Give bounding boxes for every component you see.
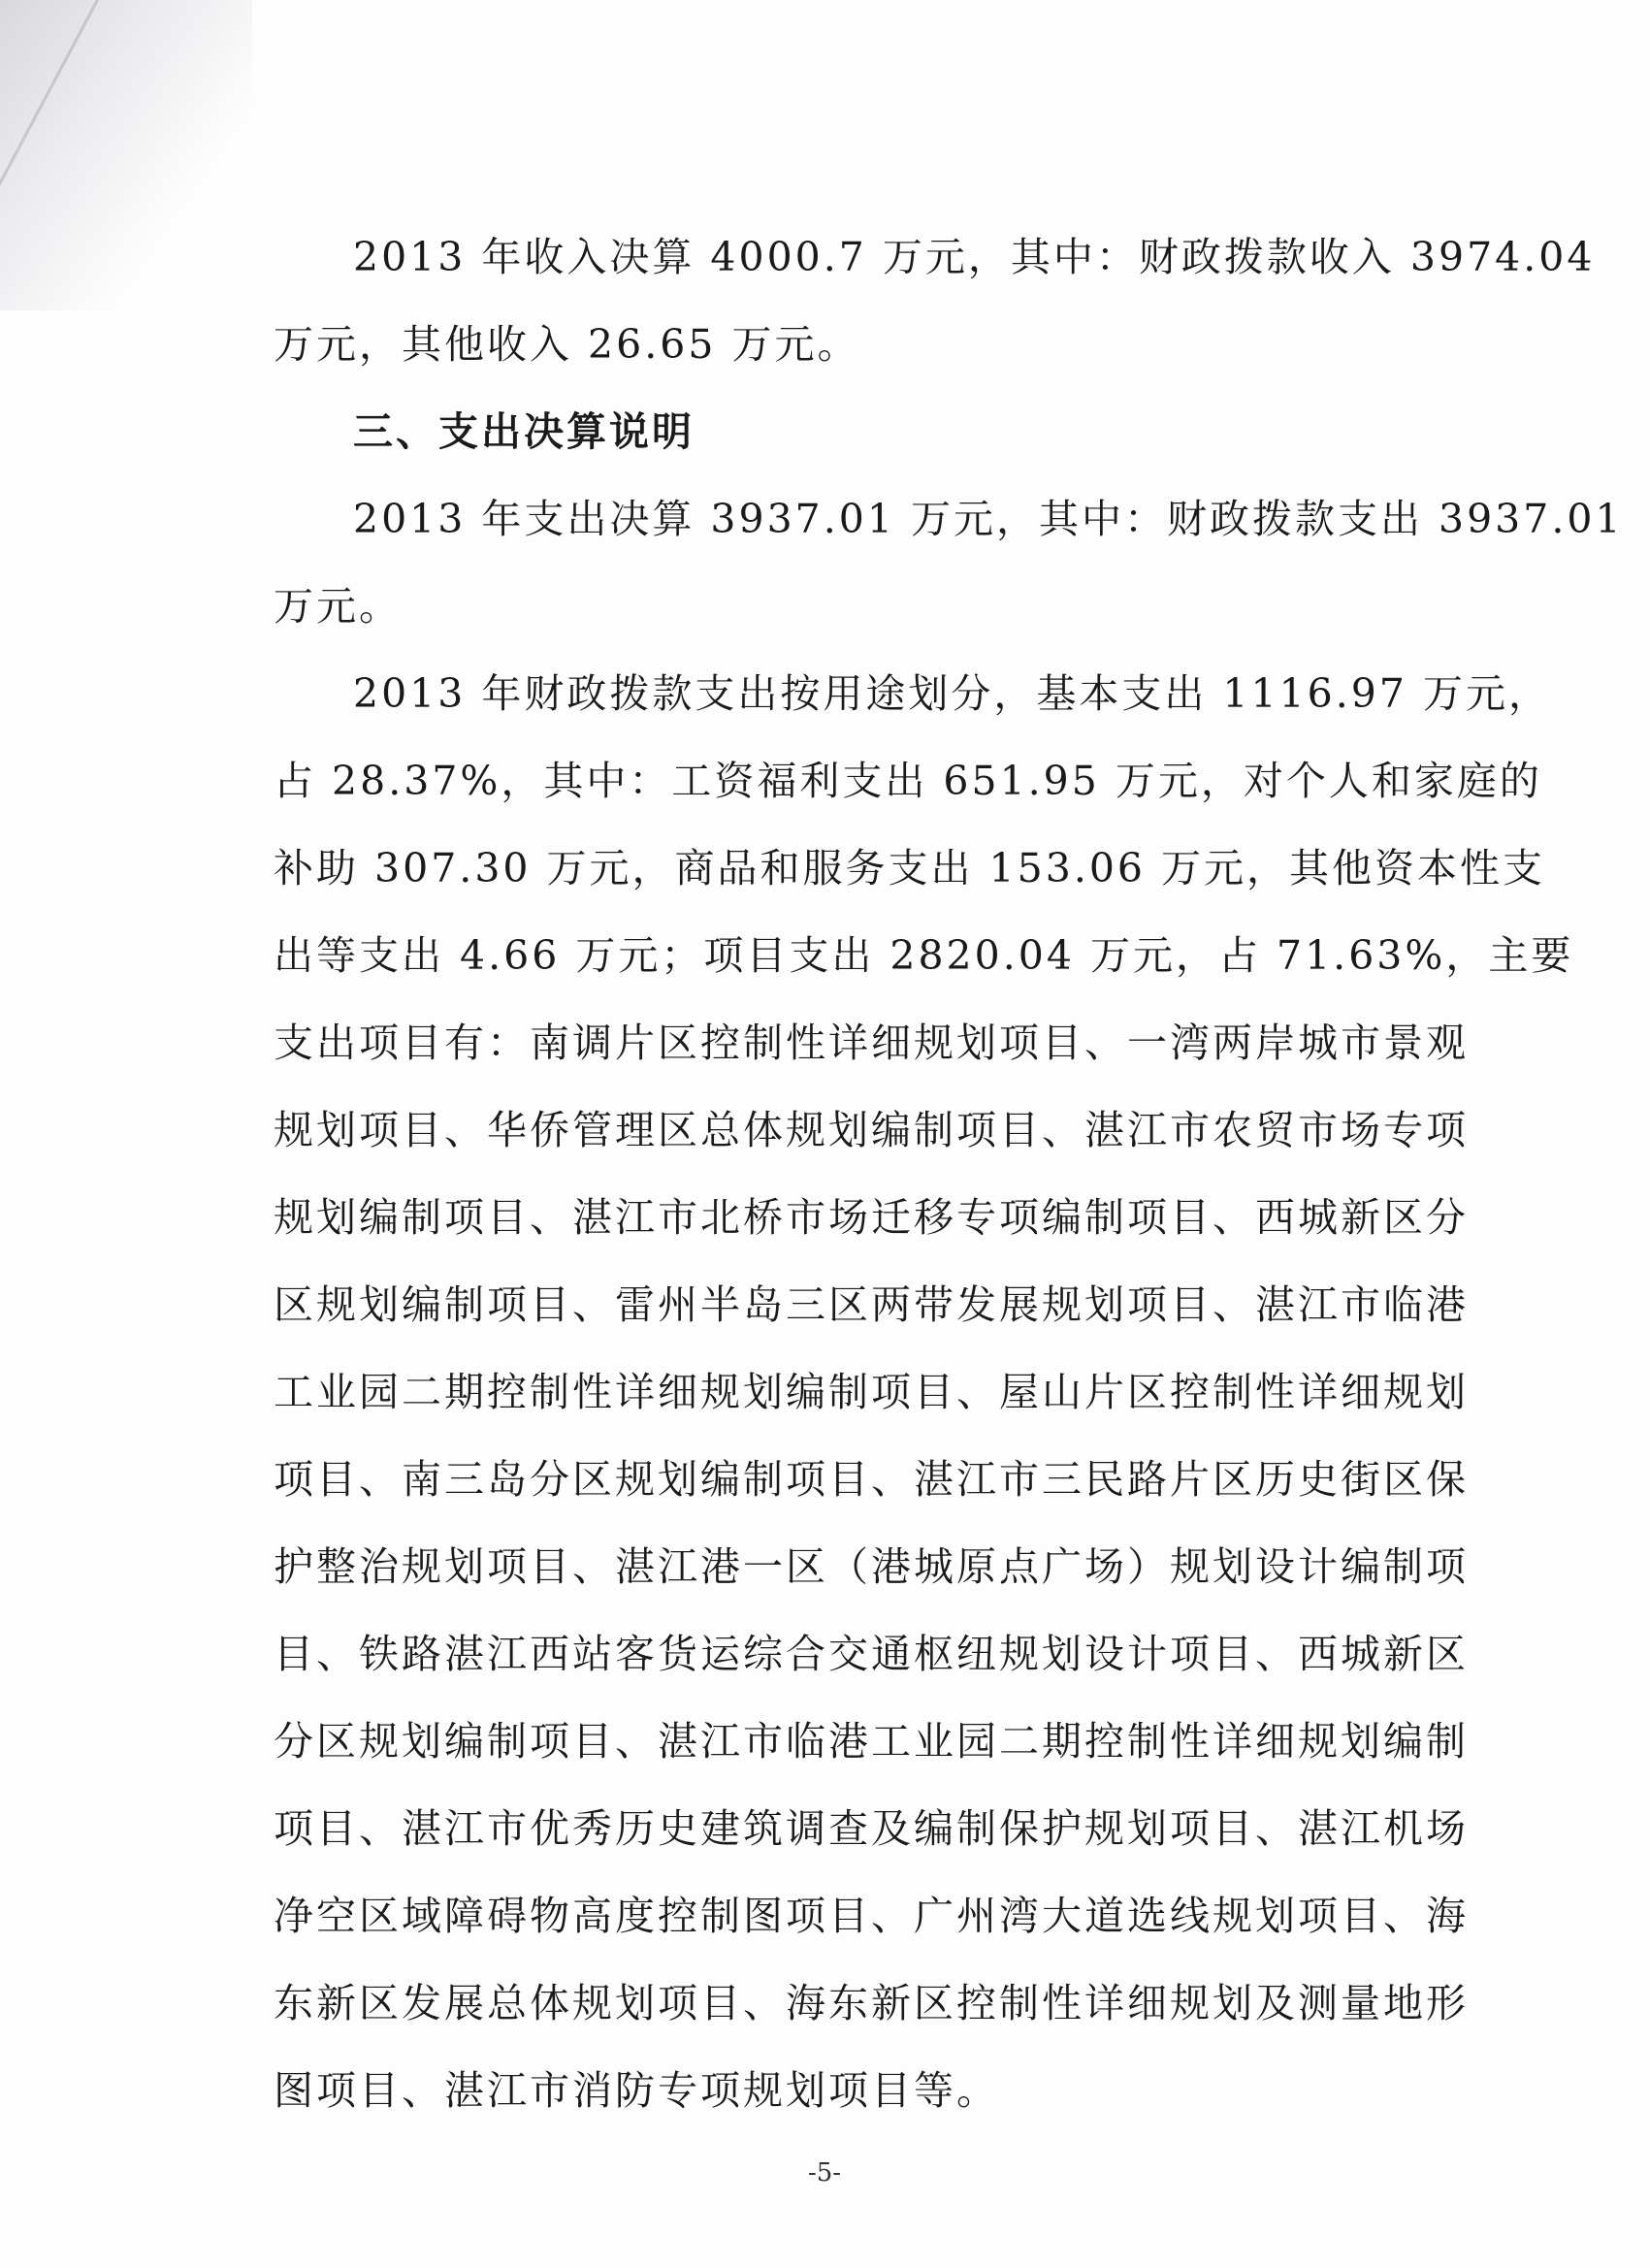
paragraph-line: 规划编制项目、湛江市北桥市场迁移专项编制项目、西城新区分 <box>274 1194 1469 1241</box>
paragraph-line: 东新区发展总体规划项目、海东新区控制性详细规划及测量地形 <box>274 1980 1469 2026</box>
paper-fold-shadow <box>0 0 252 310</box>
paragraph-line: 工业园二期控制性详细规划编制项目、屋山片区控制性详细规划 <box>274 1369 1469 1415</box>
paragraph-line: 出等支出 4.66 万元；项目支出 2820.04 万元，占 71.63%，主要 <box>274 932 1574 979</box>
paragraph-line: 2013 年财政拨款支出按用途划分，基本支出 1116.97 万元， <box>353 670 1551 717</box>
paragraph-line: 2013 年收入决算 4000.7 万元，其中：财政拨款收入 3974.04 <box>353 234 1596 280</box>
paper-fold-line <box>0 0 119 271</box>
section-heading: 三、支出决算说明 <box>353 408 695 455</box>
page-number: -5- <box>807 2158 842 2187</box>
paragraph-line: 万元，其他收入 26.65 万元。 <box>274 321 860 368</box>
body-text <box>274 213 1624 2134</box>
paragraph-line: 区规划编制项目、雷州半岛三区两带发展规划项目、湛江市临港 <box>274 1281 1469 1328</box>
paragraph-line: 补助 307.30 万元，商品和服务支出 153.06 万元，其他资本性支 <box>274 845 1546 891</box>
paragraph-line: 护整治规划项目、湛江港一区（港城原点广场）规划设计编制项 <box>274 1543 1469 1590</box>
paragraph-line: 项目、湛江市优秀历史建筑调查及编制保护规划项目、湛江机场 <box>274 1805 1469 1852</box>
paragraph-line: 项目、南三岛分区规划编制项目、湛江市三民路片区历史街区保 <box>274 1456 1469 1503</box>
paragraph-line: 规划项目、华侨管理区总体规划编制项目、湛江市农贸市场专项 <box>274 1107 1469 1153</box>
paragraph-line: 支出项目有：南调片区控制性详细规划项目、一湾两岸城市景观 <box>274 1020 1469 1066</box>
paragraph-line: 占 28.37%，其中：工资福利支出 651.95 万元，对个人和家庭的 <box>274 758 1542 804</box>
paragraph-line: 净空区域障碍物高度控制图项目、广州湾大道选线规划项目、海 <box>274 1893 1469 1939</box>
paragraph-line: 分区规划编制项目、湛江市临港工业园二期控制性详细规划编制 <box>274 1718 1469 1765</box>
paragraph-line: 2013 年支出决算 3937.01 万元，其中：财政拨款支出 3937.01 <box>353 496 1624 542</box>
paragraph-line: 万元。 <box>274 583 402 630</box>
paragraph-line: 图项目、湛江市消防专项规划项目等。 <box>274 2067 999 2114</box>
paragraph-line: 目、铁路湛江西站客货运综合交通枢纽规划设计项目、西城新区 <box>274 1631 1469 1677</box>
